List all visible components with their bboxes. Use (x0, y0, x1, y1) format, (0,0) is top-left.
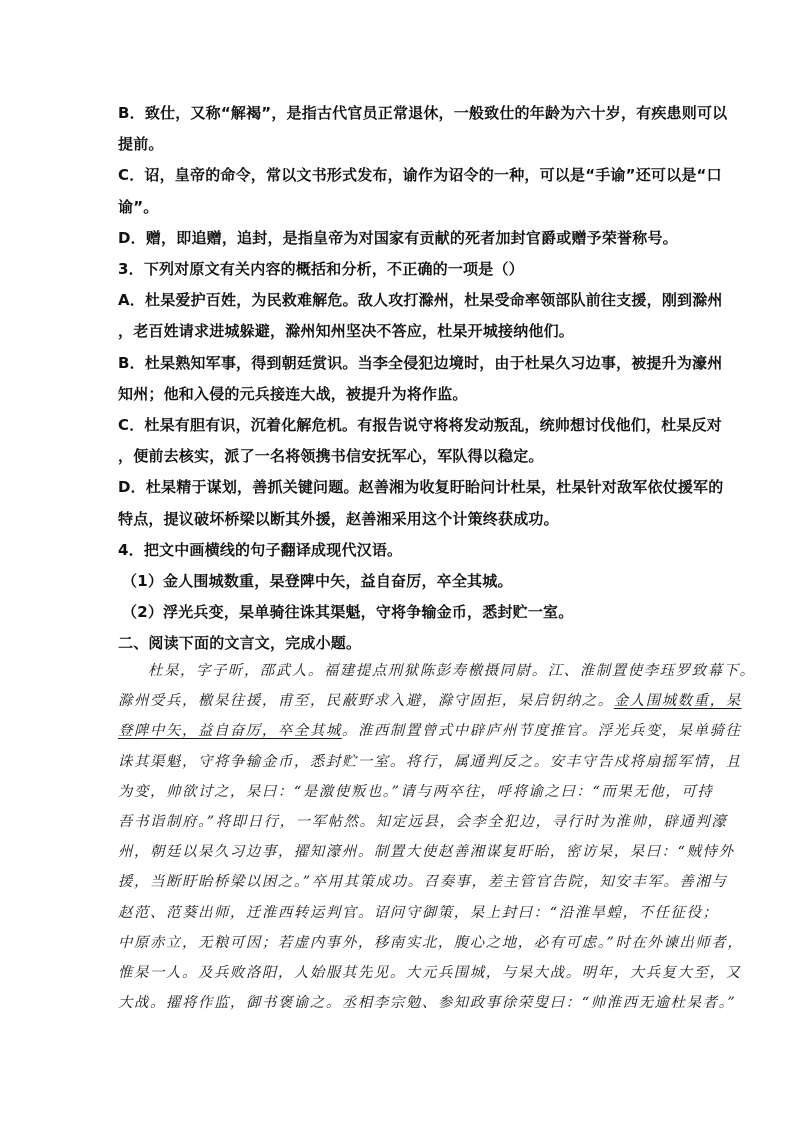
option-b-line2: 提前。 (118, 135, 164, 154)
passage-line: 州，朝廷以杲久习边事，擢知濠州。制置大使赵善湘谋复盱眙，密访杲，杲曰：“贼恃外 (118, 844, 735, 861)
q3-option-b-line2: 知州；他和入侵的元兵接连大战，被提升为将作监。 (118, 384, 468, 403)
passage-line: 为变，帅欲讨之，杲曰：“是激使叛也。”请与两卒往，呼将谕之曰：“而果无他，可持 (118, 783, 714, 800)
q3-option-c-line2: ，便前去核实，派了一名将领携书信安抚军心，军队得以稳定。 (118, 447, 544, 466)
q3-option-a-line1: A．杜杲爱护百姓，为民救难解危。敌人攻打滁州，杜杲受命率领部队前往支援，刚到滁州 (118, 291, 723, 310)
q4-item-2: （2）浮光兵变，杲单骑往诛其渠魁，守将争输金币，悉封贮一室。 (122, 603, 574, 622)
passage-line: 中原赤立，无粮可因；若虚内事外，移南实北，腹心之地，必有可虑。”时在外谏出师者， (118, 934, 744, 951)
q3-option-c-line1: C．杜杲有胆有识，沉着化解危机。有报告说守将将发动叛乱，统帅想讨伐他们，杜杲反对 (118, 416, 723, 435)
question-block (118, 98, 728, 660)
question-3-stem: 3．下列对原文有关内容的概括和分析，不正确的一项是（） (118, 260, 524, 279)
option-b-line1: B．致仕，又称“解褐”，是指古代官员正常退休，一般致仕的年龄为六十岁，有疾患则可以 (118, 104, 728, 122)
q3-option-d-line1: D．杜杲精于谋划，善抓关键问题。赵善湘为收复盱眙问计杜杲，杜杲针对敌军依仗援军的 (118, 478, 724, 497)
passage-line: 大战。擢将作监，御书褒谕之。丞相李宗勉、参知政事徐荣叟曰：“帅淮西无逾杜杲者。” (118, 995, 737, 1012)
passage-text: 滁州受兵，檄杲往援，甫至，民蔽野求入避，滁守固拒，杲启钥纳之。 (118, 693, 614, 710)
option-c-line1: C．诏，皇帝的命令，常以文书形式发布，谕作为诏令的一种，可以是“手谕”还可以是“口 (118, 166, 722, 185)
passage-line (118, 716, 742, 746)
passage-line: 赵范、范葵出师，迁淮西转运判官。诏问守御策，杲上封曰：“沿淮旱蝗，不任征役； (118, 904, 719, 921)
classical-passage (118, 656, 756, 1018)
q3-option-a-line2: ，老百姓请求进城躲避，滁州知州坚决不答应，杜杲开城接纳他们。 (118, 322, 575, 341)
passage-line: 援，当断盱眙桥梁以困之。”卒用其策成功。召奏事，差主管官告院，知安丰军。善湘与 (118, 874, 728, 891)
option-d: D．赠，即追赠，追封，是指皇帝为对国家有贡献的死者加封官爵或赠予荣誉称号。 (118, 228, 678, 247)
passage-line: 诛其渠魁，守将争输金币，悉封贮一室。将行，属通判反之。安丰守告戍将扇摇军情，且 (118, 753, 742, 770)
q3-option-b-line1: B．杜杲熟知军事，得到朝廷赏识。当李全侵犯边境时，由于杜杲久习边事，被提升为濠州 (118, 353, 723, 372)
question-4-stem: 4．把文中画横线的句子翻译成现代汉语。 (118, 540, 403, 559)
passage-line (118, 686, 742, 716)
passage-text: 。淮西制置曾式中辟庐州节度推官。浮光兵变，杲单骑往 (341, 723, 742, 740)
q3-option-d-line2: 特点，提议破坏桥梁以断其外援，赵善湘采用这个计策终获成功。 (118, 509, 559, 528)
underlined-sentence: 登陴中矢，益自奋厉，卒全其城 (118, 723, 342, 740)
section-heading: 二、阅读下面的文言文，完成小题。 (118, 634, 362, 653)
passage-line: 杜杲，字子昕，邵武人。福建提点刑狱陈彭寿檄摄同尉。江、淮制置使李珏罗致幕下。 (148, 663, 756, 679)
passage-line: 吾书诣制府。”将即日行，一军帖然。知定远县，会李全犯边，寻行时为淮帅，辟通判濠 (118, 814, 728, 831)
underlined-sentence: 金人围城数重，杲 (613, 693, 742, 710)
passage-line: 惟杲一人。及兵败洛阳，人始服其先见。大元兵围城，与杲大战。明年，大兵复大至，又 (118, 965, 742, 982)
q4-item-1: （1）金人围城数重，杲登陴中矢，益自奋厉，卒全其城。 (122, 572, 513, 591)
option-c-line2: 谕”。 (118, 197, 159, 216)
